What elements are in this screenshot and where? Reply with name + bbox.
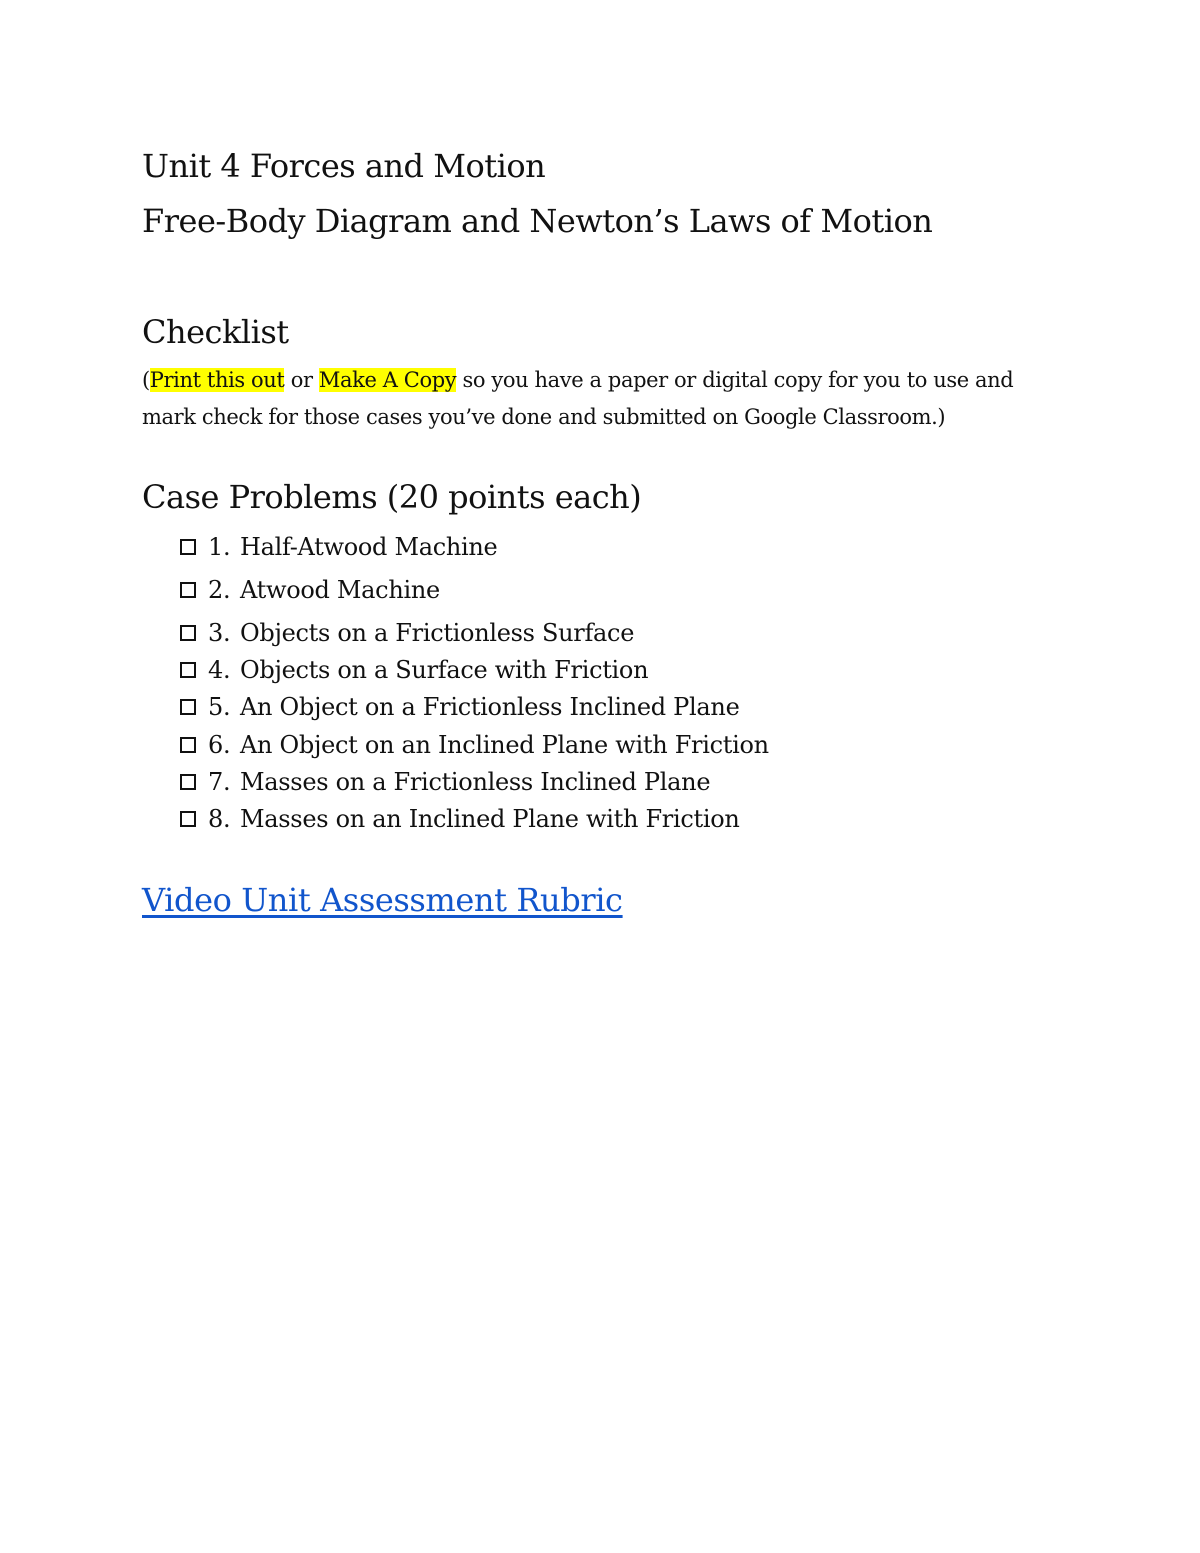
case-item-8 <box>180 803 740 835</box>
case-number: 1. <box>208 533 231 561</box>
case-item-5 <box>180 691 739 723</box>
case-label: An Object on an Inclined Plane with Friction <box>240 731 769 759</box>
case-item-4 <box>180 654 648 686</box>
checkbox-icon[interactable] <box>180 699 196 715</box>
note-open-paren: ( <box>142 368 150 392</box>
checkbox-icon[interactable] <box>180 811 196 827</box>
case-item-6 <box>180 729 769 761</box>
checkbox-icon[interactable] <box>180 774 196 790</box>
case-label: Masses on an Inclined Plane with Friction <box>240 805 740 833</box>
case-number: 4. <box>208 656 231 684</box>
checkbox-icon[interactable] <box>180 539 196 555</box>
checkbox-icon[interactable] <box>180 662 196 678</box>
case-item-7 <box>180 766 710 798</box>
case-number: 5. <box>208 693 231 721</box>
case-number: 3. <box>208 619 231 647</box>
case-label: Objects on a Surface with Friction <box>240 656 649 684</box>
case-problems-heading: Case Problems (20 points each) <box>142 478 642 516</box>
case-number: 8. <box>208 805 231 833</box>
case-label: Objects on a Frictionless Surface <box>240 619 635 647</box>
checkbox-icon[interactable] <box>180 625 196 641</box>
case-number: 6. <box>208 731 231 759</box>
checklist-heading: Checklist <box>142 313 289 351</box>
case-item-1 <box>180 531 497 563</box>
note-rest: so you have a paper or digital copy for you to use and mark check for those cases you’ve done and submitted on Google Classroom.) <box>142 368 1014 429</box>
case-label: Half-Atwood Machine <box>240 533 498 561</box>
document-title-topic: Free-Body Diagram and Newton’s Laws of Motion <box>142 202 933 240</box>
case-item-3 <box>180 617 634 649</box>
note-or: or <box>284 368 319 392</box>
case-number: 7. <box>208 768 231 796</box>
case-item-2 <box>180 574 440 606</box>
case-label: Atwood Machine <box>240 576 440 604</box>
case-label: An Object on a Frictionless Inclined Plane <box>240 693 740 721</box>
print-this-out-highlight: Print this out <box>149 368 285 392</box>
make-a-copy-highlight: Make A Copy <box>318 368 457 392</box>
case-number: 2. <box>208 576 231 604</box>
checklist-note <box>142 362 1042 436</box>
video-unit-assessment-rubric-link[interactable]: Video Unit Assessment Rubric <box>142 881 623 919</box>
checkbox-icon[interactable] <box>180 737 196 753</box>
checkbox-icon[interactable] <box>180 582 196 598</box>
case-label: Masses on a Frictionless Inclined Plane <box>240 768 711 796</box>
document-title-unit: Unit 4 Forces and Motion <box>142 147 546 185</box>
